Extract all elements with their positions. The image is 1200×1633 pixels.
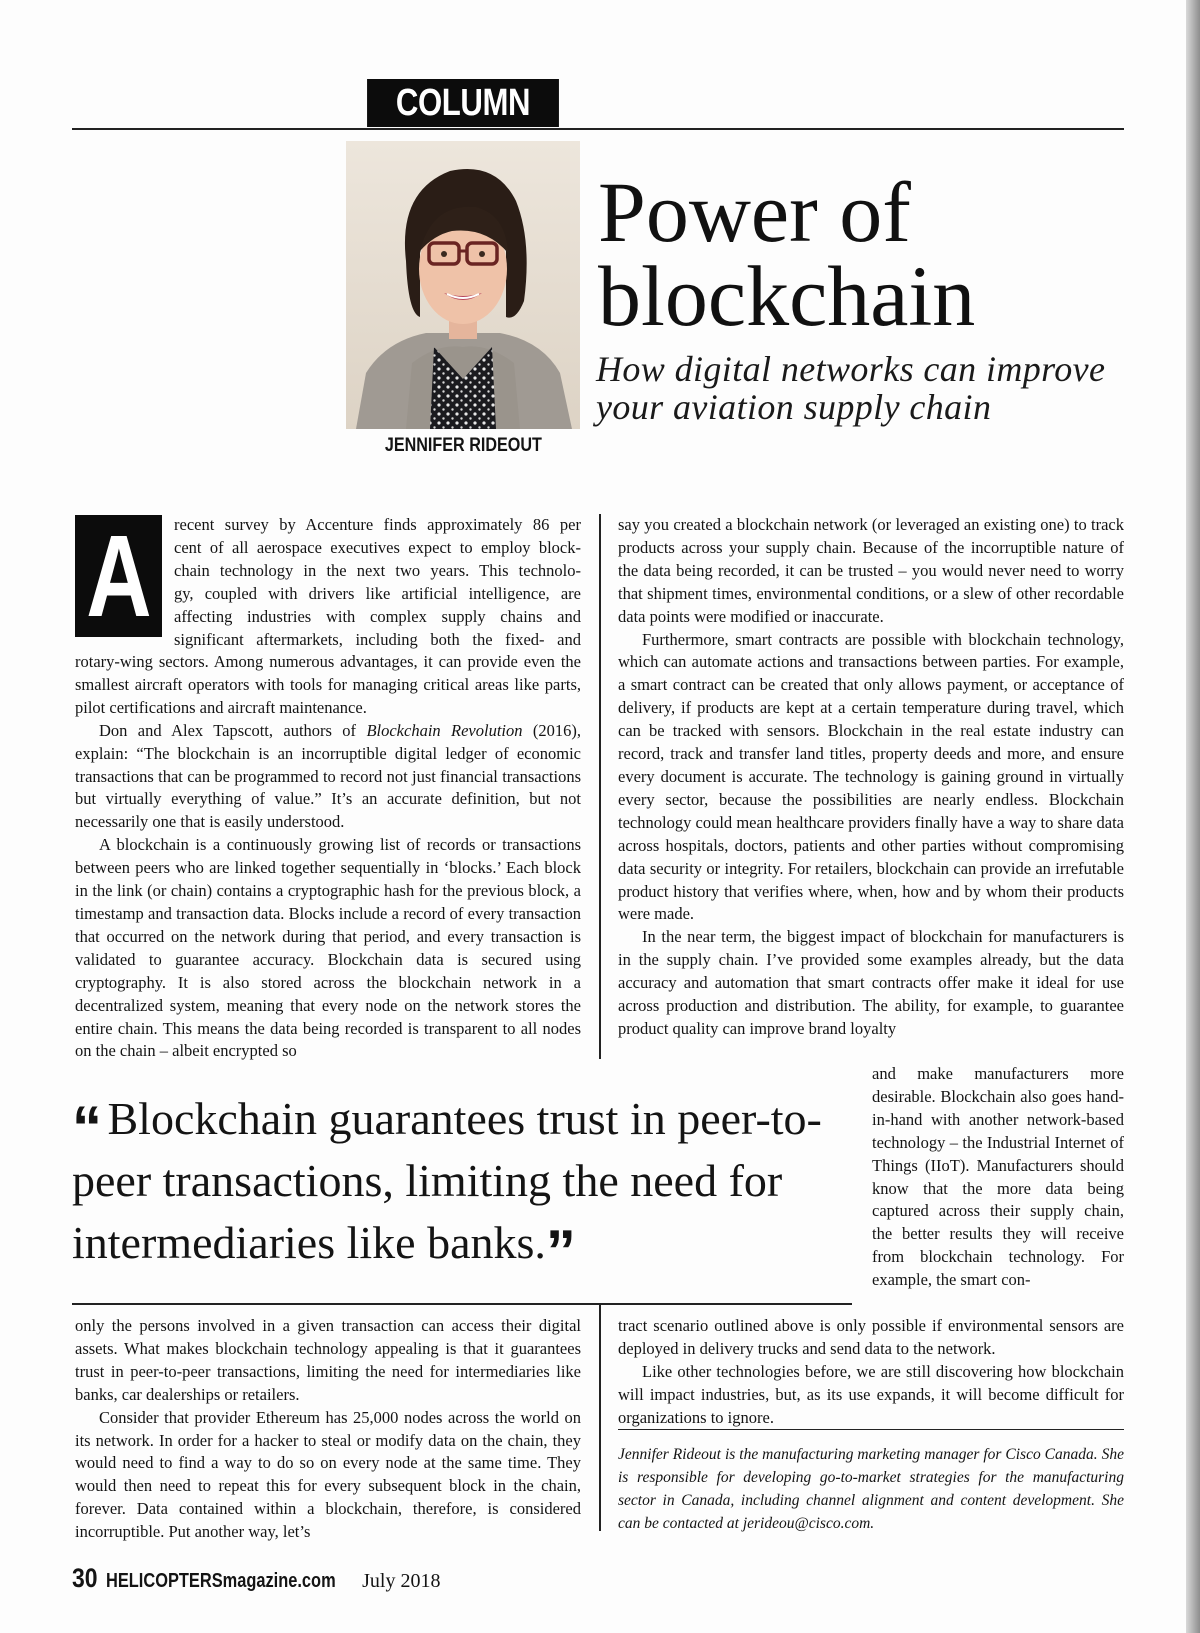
column-1-bottom: only the persons involved in a given transaction can access their digital assets. What makes blockchain technology appealing is that it guarantees trust in peer-to-peer transactions, limiting the need for intermediaries like banks, car dealerships or retailers. Consider that provider Ethereum has 25,000 nodes across the world on its network. In order for a hacker to steal or modify data on the chain, they would need to find a way to do so on every node at the same time. They would then need to repeat this for every subsequent block in the chain, forever. Data contained within a blockchain, therefore, is considered incorruptible. Put another way, let’s — [75, 1316, 581, 1542]
intro-lines: recent survey by Accenture finds approximately 86 per cent of all aerospace executives expect to employ block- chain technology in the next two years. This technolo- gy, coupled with drivers like artificial intelligence, are affecting industries with complex supply chains and significant aftermarkets, including both the fixed- and — [174, 515, 581, 649]
author-bio: Jennifer Rideout is the manufacturing marketing manager for Cisco Canada. She is responsible for developing go-to-market strategies for the manufacturing sector in Canada, including channel alignment and content development. She can be contacted at jerideou@cisco.com. — [618, 1446, 1124, 1532]
column-2-bottom: tract scenario outlined above is only possible if environmental sensors are deployed in delivery trucks and send data to the network. Like other technologies before, we are still discovering how blockchain will impact industries, but, as its use expands, it will become difficult for organizations to ignore. — [618, 1316, 1124, 1427]
column-divider-bottom — [599, 1303, 601, 1531]
column-divider-top — [599, 514, 601, 1059]
column-2-top: say you created a blockchain network (or leveraged an existing one) to track products across your supply chain. Because of the incorruptible nature of the data being recorded, it can be trusted – you would never need to worry that shipment times, environmental conditions, or a slew of other recordable data points were modified or inaccurate. Furthermore, smart contracts are possible with blockchain technology, which can automate actions and transactions between parties. For example, a smart contract can be created that only allows payment, or acceptance of delivery, if products are kept at a certain temperature during travel, which can be tracked with sensors. Blockchain in the real estate industry can record, track and transfer land titles, property deeds and more, and ensure every document is accurate. The technology is gaining ground in virtually every sector, because the possibilities are nearly endless. Blockchain technology could mean healthcare providers finally have a way to share data across hospitals, doctors, patients and other parties without compromising data security or integrity. For retailers, blockchain can provide an irrefutable product history that verifies where, when, how and by whom their products were made. In the near term, the biggest impact of blockchain for manufacturers is in the supply chain. I’ve provided some examples already, but the data accuracy and automation that smart contracts offer make it ideal for use across production and distribution. The ability, for example, to guarantee product quality can improve brand loyalty — [618, 515, 1124, 1038]
author-photo — [346, 141, 580, 429]
page-number: 30 — [72, 1563, 98, 1593]
drop-cap: A — [75, 515, 162, 637]
page-footer — [72, 1563, 440, 1594]
magazine-site: HELICOPTERSmagazine.com — [106, 1570, 336, 1592]
column-1-top: rotary-wing sectors. Among numerous advantages, it can provide even the smallest aircraft operators with tools for managing critical areas like parts, pilot certifications and aircraft maintenance. Don and Alex Tapscott, authors of Blockchain Revolution (2016), explain: “The blockchain is an incorruptible digital ledger of economic transactions that can be programmed to record not just financial transactions but virtually everything of value.” It’s an accurate definition, but not necessarily one that is easily understood. A blockchain is a continuously growing list of records or transactions between peers who are linked together sequentially in ‘blocks.’ Each block in the link (or chain) contains a cryptographic hash for the previous block, a timestamp and transaction data. Blocks include a record of every transaction that occurred on the network during that period, and every transaction is validated to guarantee accuracy. Blockchain data is secured using cryptography. It is also stored across the blockchain network in a decentralized system, meaning that every node on the network stores the entire chain. This means the data being recorded is transparent to all nodes on the chain – albeit encrypted so — [75, 652, 581, 1061]
pull-quote-rule — [72, 1303, 852, 1305]
page-edge-shadow — [1186, 0, 1200, 1633]
bio-rule — [618, 1429, 1124, 1430]
author-byline: JENNIFER RIDEOUT — [384, 435, 542, 456]
header-rule — [72, 128, 1124, 130]
column-2-narrow: and make manufacturers more desirable. Blockchain also goes hand-in-hand with another network-based technology – the Industrial Internet of Things (IIoT). Manufacturers should know that the more data being captured across their supply chain, the better results they will receive from blockchain technology. For example, the smart con- — [872, 1064, 1124, 1290]
issue-date: July 2018 — [362, 1570, 441, 1592]
article-title: Power of blockchain — [598, 164, 976, 344]
article-deck: How digital networks can improve your aviation supply chain — [596, 349, 1106, 427]
pull-quote: “ Blockchain guarantees trust in peer-to-peer transactions, limiting the need for intermediaries like banks.” — [72, 1093, 822, 1285]
section-label: COLUMN — [367, 79, 559, 127]
